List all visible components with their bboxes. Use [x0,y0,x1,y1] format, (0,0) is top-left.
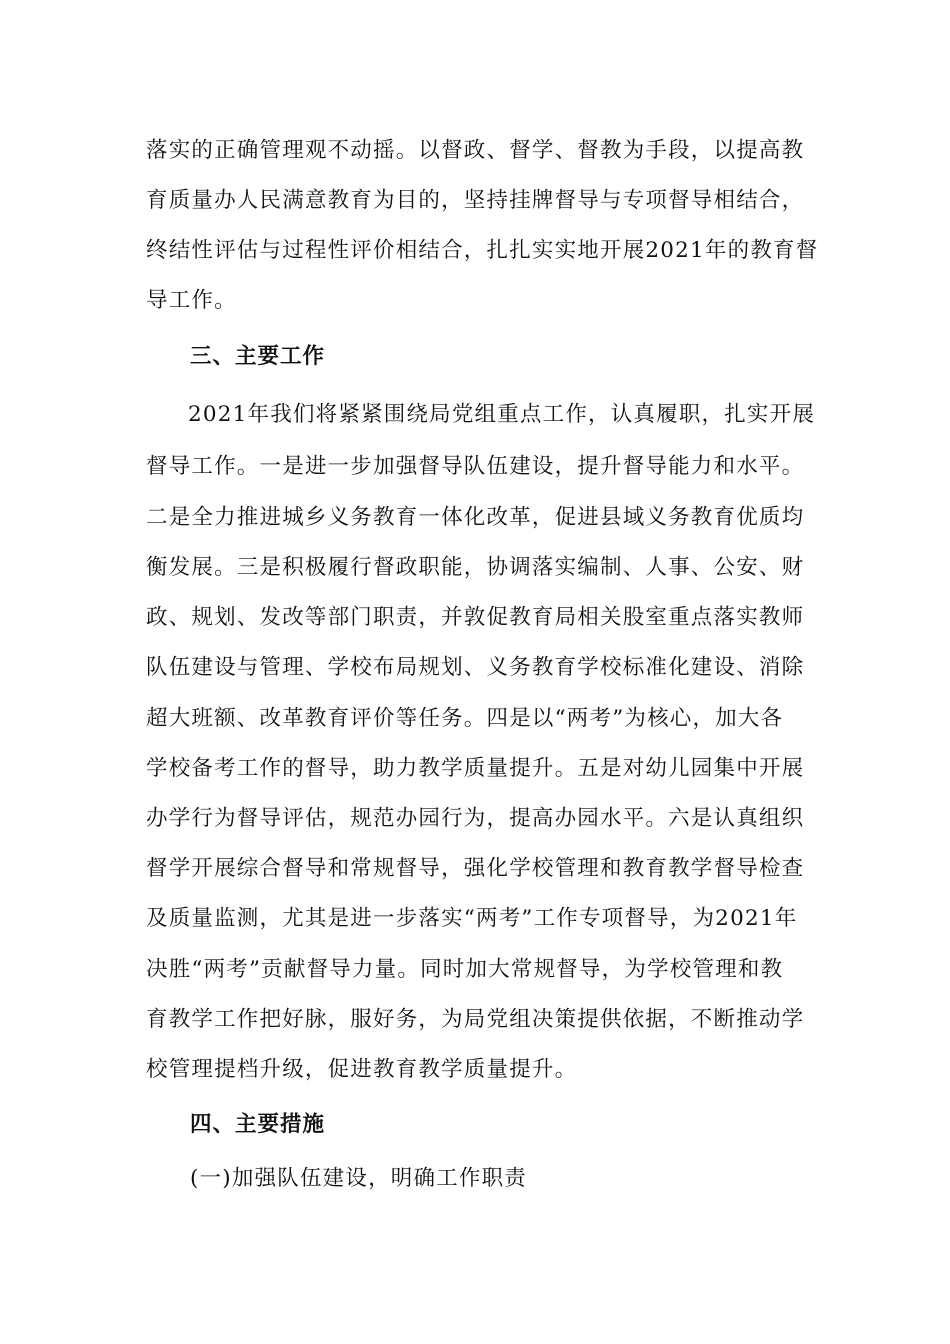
paragraph-line: 及质量监测，尤其是进一步落实“两考”工作专项督导，为2021年 [146,906,798,931]
section-heading-main-work: 三、主要工作 [190,344,326,369]
paragraph-line: 育质量办人民满意教育为目的，坚持挂牌督导与专项督导相结合， [146,188,805,213]
paragraph-line: 办学行为督导评估，规范办园行为，提高办园水平。六是认真组织 [146,806,805,831]
paragraph-line: 落实的正确管理观不动摇。以督政、督学、督教为手段，以提高教 [146,138,805,163]
paragraph-line: 政、规划、发改等部门职责，并敦促教育局相关股室重点落实教师 [146,605,805,630]
paragraph-line: 导工作。 [146,288,237,313]
section-heading-main-measures: 四、主要措施 [190,1112,326,1137]
paragraph-line: 二是全力推进城乡义务教育一体化改革，促进县域义务教育优质均 [146,505,805,530]
paragraph-line: 2021年我们将紧紧围绕局党组重点工作，认真履职，扎实开展 [188,402,816,427]
paragraph-line: 督学开展综合督导和常规督导，强化学校管理和教育教学督导检查 [146,856,805,881]
paragraph-line: 终结性评估与过程性评价相结合，扎扎实实地开展2021年的教育督 [146,238,819,263]
paragraph-line: 决胜“两考”贡献督导力量。同时加大常规督导，为学校管理和教 [146,957,784,982]
paragraph-line: 校管理提档升级，促进教育教学质量提升。 [146,1057,578,1082]
paragraph-line: 衡发展。三是积极履行督政职能，协调落实编制、人事、公安、财 [146,555,805,580]
paragraph-line: 队伍建设与管理、学校布局规划、义务教育学校标准化建设、消除 [146,655,805,680]
paragraph-line: 学校备考工作的督导，助力教学质量提升。五是对幼儿园集中开展 [146,756,805,781]
subsection-heading: (一)加强队伍建设，明确工作职责 [190,1166,527,1191]
paragraph-line: 超大班额、改革教育评价等任务。四是以“两考”为核心，加大各 [146,706,784,731]
paragraph-line: 育教学工作把好脉，服好务，为局党组决策提供依据，不断推动学 [146,1007,805,1032]
paragraph-line: 督导工作。一是进一步加强督导队伍建设，提升督导能力和水平。 [146,454,805,479]
